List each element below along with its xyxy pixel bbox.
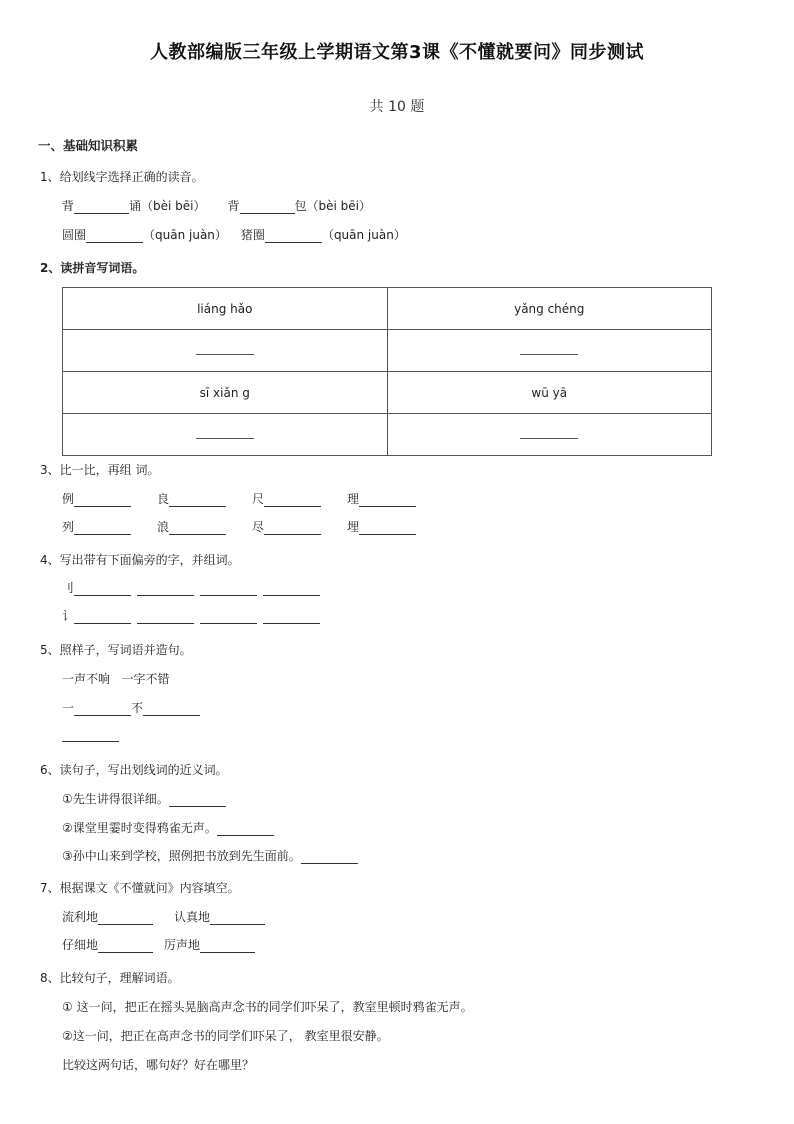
question-1-title: 1、给划线字选择正确的读音。 [40, 170, 204, 184]
answer-blank[interactable] [86, 230, 143, 243]
answer-cell[interactable] [63, 330, 388, 372]
pinyin-table [62, 287, 712, 456]
question-8-title: 8、比较句子，理解词语。 [40, 971, 180, 985]
q1-char: 猪圈 [240, 228, 265, 242]
pinyin-cell: sī xiǎn g [63, 372, 388, 414]
question-6-title: 6、读句子，写出划线词的近义词。 [40, 763, 228, 777]
answer-blank[interactable] [240, 201, 295, 214]
question-2-title: 2、读拼音写词语。 [40, 261, 145, 275]
question-6-sentence-3 [62, 848, 358, 864]
answer-blank[interactable] [74, 522, 131, 535]
answer-cell[interactable] [63, 414, 388, 456]
question-8-prompt: 比较这两句话，哪句好？好在哪里？ [62, 1058, 255, 1072]
q3-char: 尽 [252, 520, 265, 534]
q1-suffix: （quān juàn） [143, 228, 227, 242]
answer-blank[interactable] [520, 428, 578, 439]
q7-word: 认真地 [174, 910, 211, 924]
answer-blank[interactable] [264, 522, 321, 535]
answer-blank[interactable] [98, 940, 153, 953]
answer-blank[interactable] [200, 583, 257, 596]
sentence-blank[interactable] [62, 729, 119, 742]
answer-blank[interactable] [359, 494, 416, 507]
q3-char: 尺 [252, 492, 265, 506]
answer-cell[interactable] [387, 414, 712, 456]
q1-suffix: （quān juàn） [321, 228, 406, 242]
answer-cell[interactable] [387, 330, 712, 372]
q3-char: 理 [347, 492, 360, 506]
q7-word: 流利地 [62, 910, 99, 924]
question-4-row-2 [62, 608, 320, 624]
answer-blank[interactable] [74, 703, 131, 716]
answer-blank[interactable] [196, 344, 254, 355]
answer-blank[interactable] [74, 611, 131, 624]
answer-blank[interactable] [359, 522, 416, 535]
pattern-char: 一 [62, 701, 75, 715]
sentence-text: ②课堂里霎时变得鸦雀无声。 [62, 821, 217, 835]
question-6-sentence-1 [62, 791, 226, 807]
answer-blank[interactable] [169, 794, 226, 807]
q1-char: 背 [227, 199, 240, 213]
answer-blank[interactable] [210, 912, 265, 925]
answer-blank[interactable] [74, 583, 131, 596]
pinyin-cell: liáng hǎo [63, 288, 388, 330]
question-7-title: 7、根据课文《不懂就问》内容填空。 [40, 881, 240, 895]
q7-word: 厉声地 [164, 938, 201, 952]
sentence-text: ③孙中山来到学校，照例把书放到先生面前。 [62, 849, 301, 863]
q3-char: 列 [62, 520, 75, 534]
question-3-row-2 [62, 519, 416, 535]
question-8-sentence-1: ① 这一问，把正在摇头晃脑高声念书的同学们吓呆了，教室里顿时鸦雀无声。 [62, 1000, 473, 1014]
question-1-row-2 [62, 227, 406, 243]
answer-blank[interactable] [263, 583, 320, 596]
question-1-row-1 [62, 198, 371, 214]
question-7-row-1 [62, 909, 265, 925]
question-count: 共 10 题 [369, 99, 425, 115]
answer-blank[interactable] [264, 494, 321, 507]
question-8-sentence-2: ②这一问，把正在高声念书的同学们吓呆了， 教室里很安静。 [62, 1029, 389, 1043]
answer-blank[interactable] [265, 230, 322, 243]
answer-blank[interactable] [137, 611, 194, 624]
q3-char: 良 [157, 492, 170, 506]
answer-blank[interactable] [137, 583, 194, 596]
answer-blank[interactable] [301, 851, 358, 864]
q1-suffix: 包（bèi bēi） [294, 199, 371, 213]
answer-blank[interactable] [143, 703, 200, 716]
answer-blank[interactable] [169, 522, 226, 535]
example-words: 一声不响 一字不错 [62, 672, 170, 686]
q1-suffix: 诵（bèi bēi） [129, 199, 206, 213]
pinyin-cell: wū yā [387, 372, 712, 414]
q3-char: 浪 [157, 520, 170, 534]
answer-blank[interactable] [98, 912, 153, 925]
question-5-pattern [62, 700, 200, 716]
pinyin-cell: yǎng chéng [387, 288, 712, 330]
answer-blank[interactable] [74, 494, 131, 507]
q3-char: 例 [62, 492, 75, 506]
answer-blank[interactable] [200, 940, 255, 953]
answer-blank[interactable] [200, 611, 257, 624]
page-title: 人教部编版三年级上学期语文第3课《不懂就要问》同步测试 [149, 42, 645, 63]
q1-char: 背 [62, 199, 75, 213]
answer-blank[interactable] [520, 344, 578, 355]
sentence-text: ①先生讲得很详细。 [62, 792, 169, 806]
question-4-row-1 [62, 580, 320, 596]
q7-word: 仔细地 [62, 938, 99, 952]
question-5-title: 5、照样子，写词语并造句。 [40, 643, 192, 657]
answer-blank[interactable] [74, 201, 129, 214]
question-7-row-2 [62, 937, 255, 953]
answer-blank[interactable] [169, 494, 226, 507]
radical-label: 刂 [62, 581, 75, 595]
section-heading: 一、基础知识积累 [38, 138, 139, 153]
question-3-row-1 [62, 491, 416, 507]
question-5-sentence [62, 729, 119, 742]
q1-char: 圆圈 [62, 228, 87, 242]
answer-blank[interactable] [217, 823, 274, 836]
q3-char: 埋 [347, 520, 360, 534]
pattern-char: 不 [131, 701, 144, 715]
question-4-title: 4、写出带有下面偏旁的字，并组词。 [40, 553, 240, 567]
answer-blank[interactable] [196, 428, 254, 439]
question-3-title: 3、比一比，再组 词。 [40, 463, 160, 477]
question-6-sentence-2 [62, 820, 274, 836]
radical-label: 讠 [62, 609, 75, 623]
answer-blank[interactable] [263, 611, 320, 624]
